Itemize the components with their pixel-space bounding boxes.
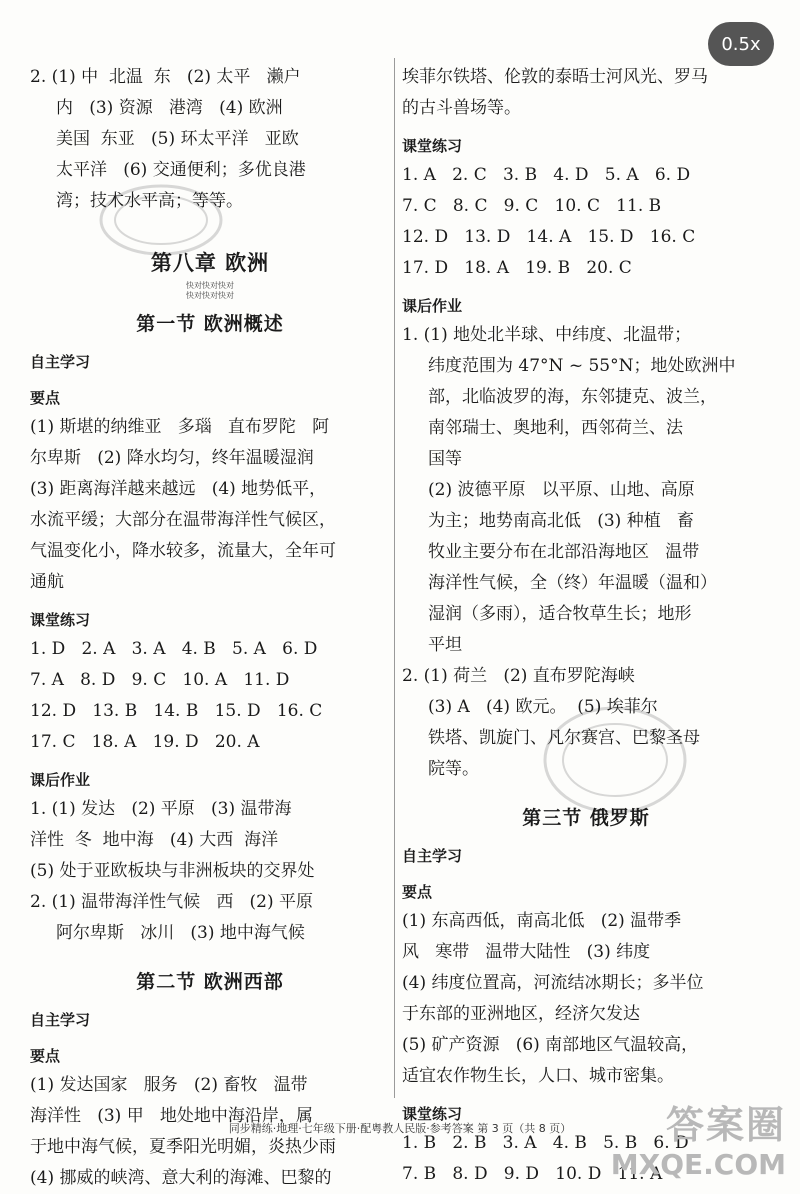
text-line: (2) 波德平原 以平原、山地、高原 <box>428 480 695 500</box>
column-divider <box>394 58 395 1098</box>
text-line: (1) 发达国家 服务 (2) 畜牧 温带 <box>30 1075 308 1095</box>
subhead-self-study: 自主学习 <box>402 847 463 865</box>
answer-line: 7. C 8. C 9. C 10. C 11. B <box>402 196 662 216</box>
subhead-class-practice: 课堂练习 <box>402 1105 463 1123</box>
text-line: (1) 东高西低，南高北低 (2) 温带季 <box>402 911 682 931</box>
left-column <box>30 62 390 1194</box>
text-line: (3) 距离海洋越来越远 (4) 地势低平， <box>30 479 327 499</box>
text-line: 的古斗兽场等。 <box>402 98 521 118</box>
text-line: 阿尔卑斯 冰川 (3) 地中海气候 <box>56 923 305 943</box>
text-line: (5) 矿产资源 (6) 南部地区气温较高， <box>402 1035 699 1055</box>
text-line: 海洋性 (3) 甲 地处地中海沿岸，属 <box>30 1106 313 1126</box>
prev-answers <box>30 62 390 217</box>
text-line: 气温变化小，降水较多，流量大，全年可 <box>30 541 336 561</box>
text-line: 尔卑斯 (2) 降水均匀，终年温暖湿润 <box>30 448 314 468</box>
text-line: 1. (1) 地处北半球、中纬度、北温带； <box>402 325 692 345</box>
text-line: (1) 斯堪的纳维亚 多瑙 直布罗陀 阿 <box>30 417 330 437</box>
section-title: 第二节 欧洲西部 <box>136 971 284 993</box>
text-line: 2. (1) 中 北温 东 (2) 太平 濑户 <box>30 67 301 87</box>
playback-speed-badge[interactable]: 0.5x <box>708 22 774 66</box>
text-line: (5) 处于亚欧板块与非洲板块的交界处 <box>30 861 315 881</box>
answer-line: 12. D 13. D 14. A 15. D 16. C <box>402 227 696 247</box>
text-line: 2. (1) 温带海洋性气候 西 (2) 平原 <box>30 892 314 912</box>
answer-line: 17. C 18. A 19. D 20. A <box>30 732 260 752</box>
stamp-text: 快对快对快对 <box>186 291 234 300</box>
text-line: 风 寒带 温带大陆性 (3) 纬度 <box>402 942 651 962</box>
subhead-class-practice: 课堂练习 <box>402 137 463 155</box>
text-line: 埃菲尔铁塔、伦敦的泰晤士河风光、罗马 <box>402 67 708 87</box>
subhead-self-study: 自主学习 <box>30 353 91 371</box>
text-line: 水流平缓；大部分在温带海洋性气候区， <box>30 510 336 530</box>
page-footer: 同步精练·地理·七年级下册·配粤教人民版·参考答案 第 3 页（共 8 页） <box>228 1122 572 1135</box>
answer-line: 12. D 13. B 14. B 15. D 16. C <box>30 701 323 721</box>
answer-line: 7. A 8. D 9. C 10. A 11. D <box>30 670 290 690</box>
answer-line: 7. B 8. D 9. D 10. D 11. A <box>402 1164 663 1184</box>
text-line: 2. (1) 荷兰 (2) 直布罗陀海峡 <box>402 666 635 686</box>
text-line: 湿润（多雨），适合牧草生长；地形 <box>428 604 692 624</box>
text-line: 牧业主要分布在北部沿海地区 温带 <box>428 542 700 562</box>
text-line: 为主；地势南高北低 (3) 种植 畜 <box>428 511 694 531</box>
text-line: 海洋性气候，全（终）年温暖（温和） <box>428 573 717 593</box>
answer-line: 1. D 2. A 3. A 4. B 5. A 6. D <box>30 639 318 659</box>
text-line: 铁塔、凯旋门、凡尔赛宫、巴黎圣母 <box>428 728 700 748</box>
text-line: 部，北临波罗的海，东邻捷克、波兰， <box>428 387 717 407</box>
subhead-homework: 课后作业 <box>402 297 463 315</box>
answer-line: 17. D 18. A 19. B 20. C <box>402 258 632 278</box>
stamp-text: 快对快对快对 <box>186 281 234 290</box>
chapter-title: 第八章 欧洲 <box>150 251 270 275</box>
text-line: (4) 纬度位置高，河流结冰期长；多半位 <box>402 973 704 993</box>
text-line: (3) A (4) 欧元。 (5) 埃菲尔 <box>428 697 658 717</box>
text-line: 南邻瑞士、奥地利，西邻荷兰、法 <box>428 418 683 438</box>
watermark-logo: 答案圈 <box>665 1103 786 1147</box>
text-line: 于地中海气候，夏季阳光明媚，炎热少雨 <box>30 1137 336 1157</box>
subhead-key-points: 要点 <box>30 1047 61 1065</box>
text-line: 洋性 冬 地中海 (4) 大西 海洋 <box>30 830 279 850</box>
section-title: 第三节 俄罗斯 <box>522 807 650 829</box>
answer-line: 1. B 2. B 3. A 4. B 5. B 6. D <box>402 1133 689 1153</box>
text-line: 美国 东亚 (5) 环太平洋 亚欧 <box>56 129 299 149</box>
text-line: 1. (1) 发达 (2) 平原 (3) 温带海 <box>30 799 292 819</box>
text-line: 于东部的亚洲地区，经济欠发达 <box>402 1004 640 1024</box>
text-line: 通航 <box>30 572 64 592</box>
section-title: 第一节 欧洲概述 <box>136 313 284 335</box>
text-line: 适宜农作物生长，人口、城市密集。 <box>402 1066 674 1086</box>
text-line: 太平洋 (6) 交通便利；多优良港 <box>56 160 306 180</box>
subhead-homework: 课后作业 <box>30 771 91 789</box>
subhead-key-points: 要点 <box>402 883 433 901</box>
subhead-self-study: 自主学习 <box>30 1011 91 1029</box>
text-line: (4) 挪威的峡湾、意大利的海滩、巴黎的 <box>30 1168 332 1188</box>
text-line: 国等 <box>428 449 462 469</box>
subhead-key-points: 要点 <box>30 389 61 407</box>
text-line: 湾；技术水平高；等等。 <box>56 191 243 211</box>
right-column <box>402 62 770 1190</box>
subhead-class-practice: 课堂练习 <box>30 611 91 629</box>
text-line: 平坦 <box>428 635 462 655</box>
text-line: 纬度范围为 47°N ~ 55°N；地处欧洲中 <box>428 356 736 376</box>
text-line: 院等。 <box>428 759 479 779</box>
text-line: 内 (3) 资源 港湾 (4) 欧洲 <box>56 98 283 118</box>
answer-line: 1. A 2. C 3. B 4. D 5. A 6. D <box>402 165 691 185</box>
watermark-url: MXQE.COM <box>610 1148 786 1181</box>
